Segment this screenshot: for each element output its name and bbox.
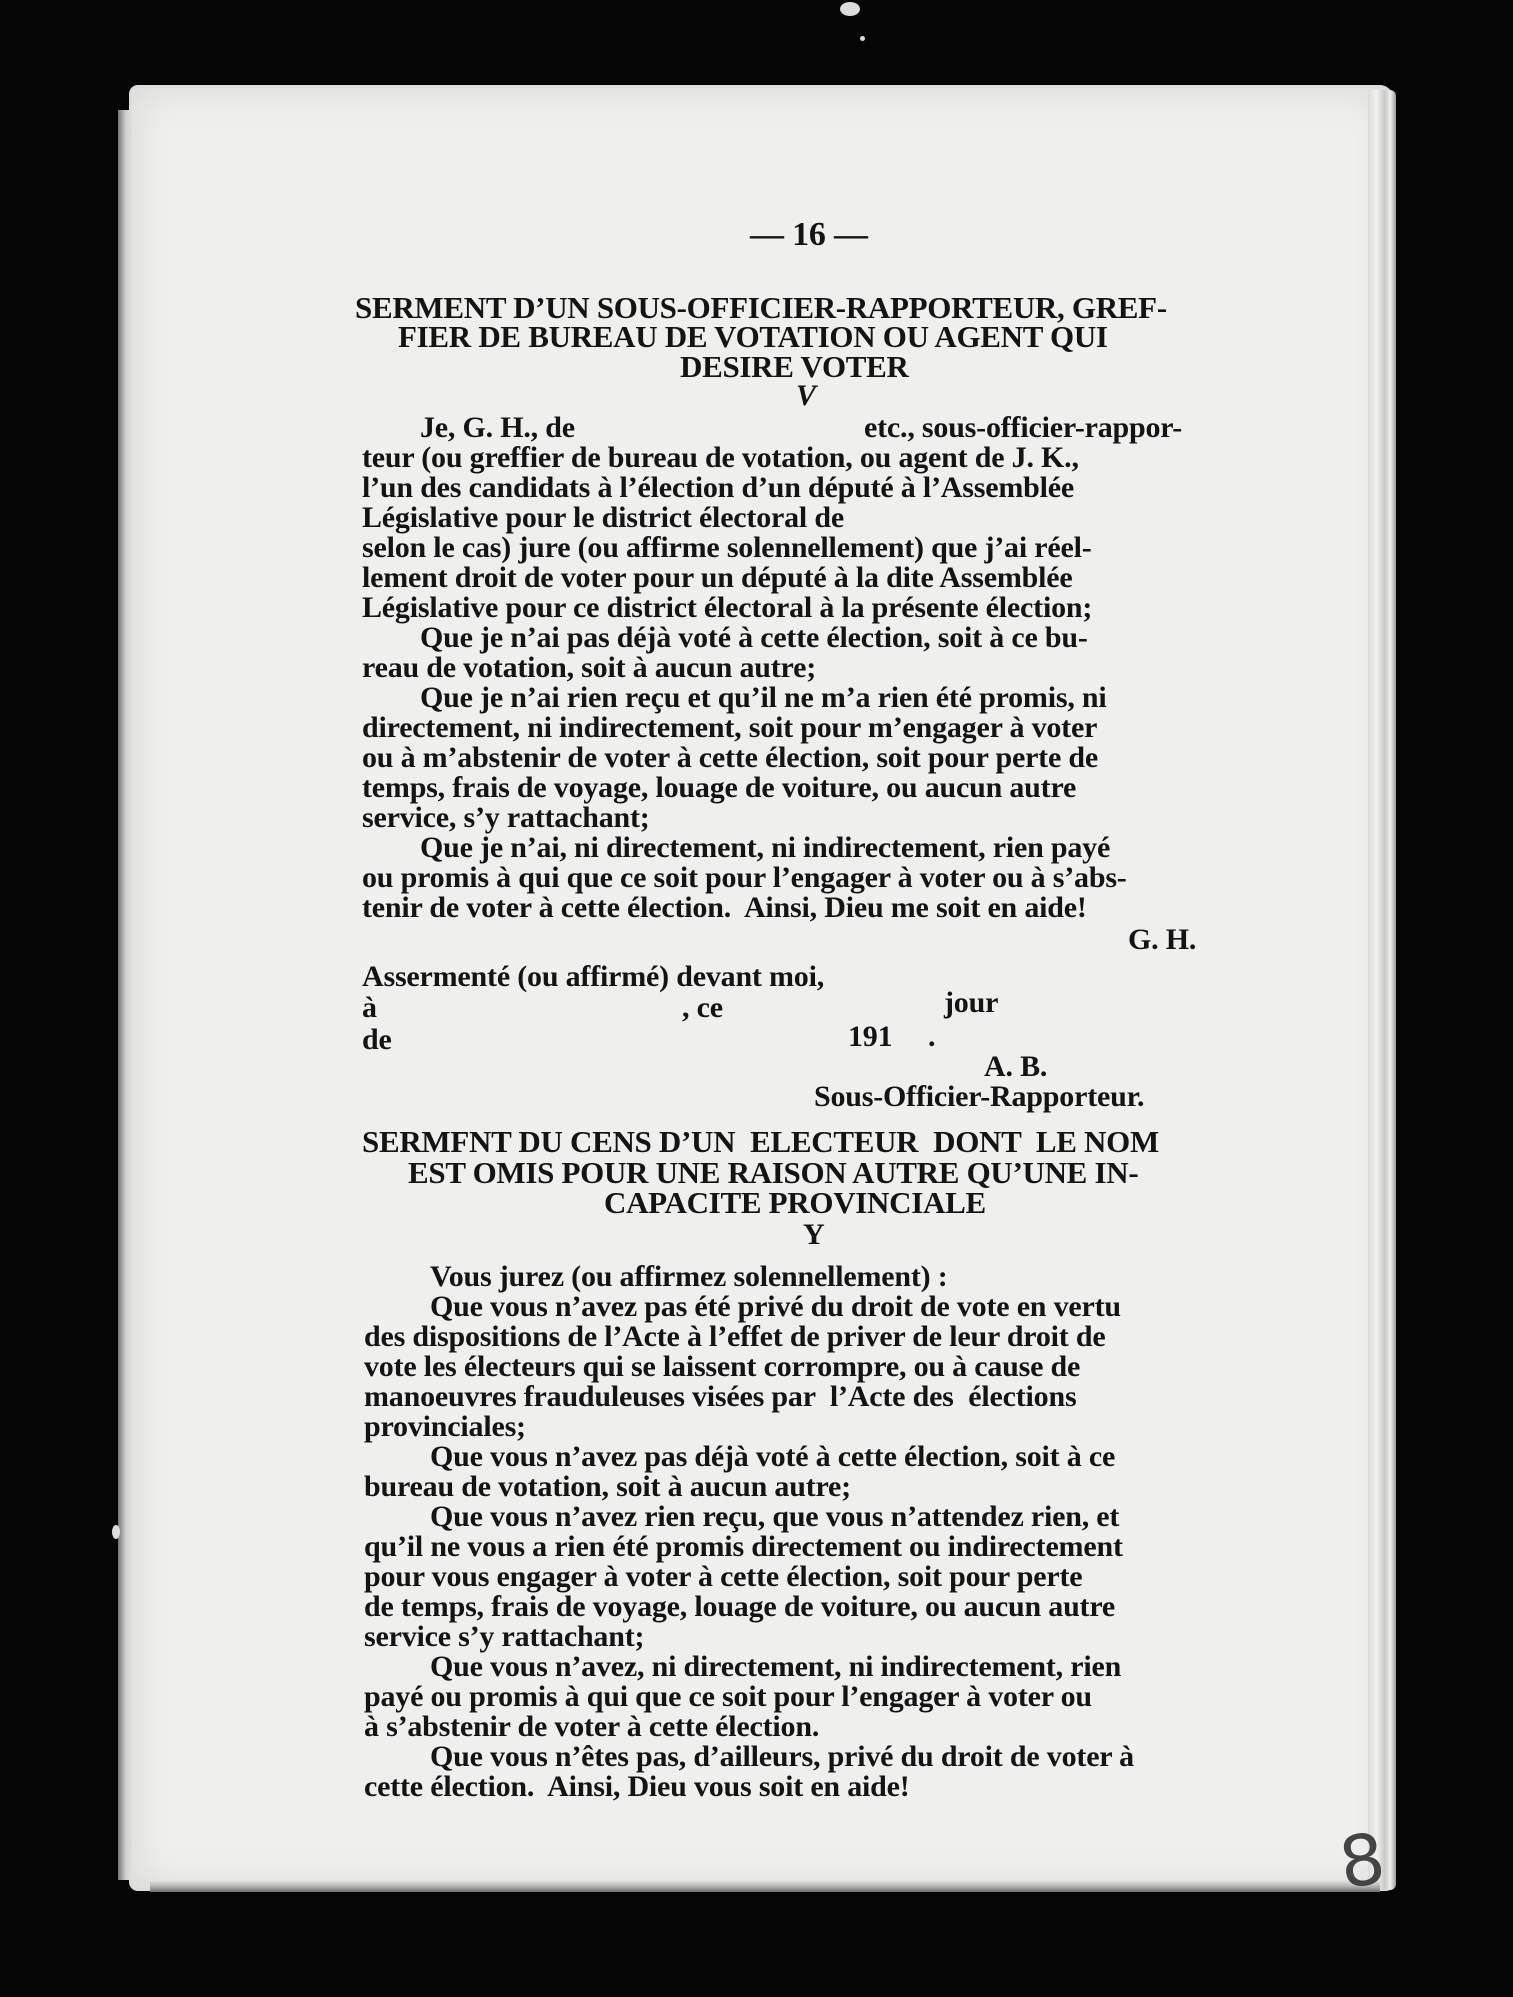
- section2-title-line-3: CAPACITE PROVINCIALE: [604, 1185, 986, 1220]
- sworn-at: à: [362, 991, 377, 1024]
- section2-line-8: bureau de votation, soit à aucun autre;: [364, 1470, 851, 1503]
- section1-line-14: service, s’y rattachant;: [362, 801, 650, 834]
- section1-line-3: l’un des candidats à l’élection d’un député à l’Assemblée: [362, 471, 1074, 504]
- sworn-year: 191: [848, 1020, 893, 1053]
- page-right-edge: [1368, 90, 1396, 1890]
- sworn-period: .: [928, 1020, 936, 1053]
- section2-line-16: à s’abstenir de voter à cette élection.: [364, 1710, 820, 1743]
- section1-line-12: ou à m’abstenir de voter à cette élection, soit pour perte de: [362, 741, 1098, 774]
- signature-gh: G. H.: [1128, 923, 1197, 956]
- section2-line-12: de temps, frais de voyage, louage de voiture, ou aucun autre: [364, 1590, 1116, 1623]
- page-number: — 16 —: [750, 216, 868, 253]
- section2-title-line-1: SERMFNT DU CENS D’UN ELECTEUR DONT LE NOM: [362, 1124, 1159, 1159]
- section2-line-2: Que vous n’avez pas été privé du droit de vote en vertu: [430, 1290, 1121, 1323]
- section2-line-14: Que vous n’avez, ni directement, ni indirectement, rien: [430, 1650, 1122, 1683]
- scan-speck: [860, 36, 865, 41]
- page-bottom-edge: [150, 1880, 1380, 1892]
- section1-line-13: temps, frais de voyage, louage de voiture, ou aucun autre: [362, 771, 1077, 804]
- section2-line-17: Que vous n’êtes pas, d’ailleurs, privé du droit de voter à: [430, 1740, 1134, 1773]
- section2-line-5: manoeuvres frauduleuses visées par l’Acte des élections: [364, 1380, 1077, 1413]
- section2-line-3: des dispositions de l’Acte à l’effet de priver de leur droit de: [364, 1320, 1106, 1353]
- section2-title-line-2: EST OMIS POUR UNE RAISON AUTRE QU’UNE IN-: [408, 1155, 1139, 1190]
- section1-line-4: Législative pour le district électoral de: [362, 501, 844, 534]
- section2-line-1: Vous jurez (ou affirmez solennellement) :: [430, 1260, 948, 1293]
- section1-title-line-3: DESIRE VOTER: [680, 349, 909, 384]
- section1-line-6: lement droit de voter pour un député à la dite Assemblée: [362, 561, 1073, 594]
- section2-line-11: pour vous engager à voter à cette élection, soit pour perte: [364, 1560, 1083, 1593]
- section2-line-6: provinciales;: [364, 1410, 526, 1443]
- handwritten-margin-mark: 8: [1334, 1817, 1391, 1905]
- section2-line-18: cette élection. Ainsi, Dieu vous soit en aide!: [364, 1770, 910, 1803]
- scan-speck: [840, 2, 860, 16]
- section1-line-5: selon le cas) jure (ou affirme solennellement) que j’ai réel-: [362, 531, 1092, 564]
- officer-initials: A. B.: [984, 1050, 1048, 1083]
- section1-line-1a: Je, G. H., de: [420, 411, 575, 444]
- section1-line-9: reau de votation, soit à aucun autre;: [362, 651, 816, 684]
- section1-title-line-1: SERMENT D’UN SOUS-OFFICIER-RAPPORTEUR, GREF-: [355, 290, 1167, 325]
- section1-letter: V: [796, 379, 816, 412]
- section2-line-15: payé ou promis à qui que ce soit pour l’engager à voter ou: [364, 1680, 1092, 1713]
- section1-line-1b: etc., sous-officier-rappor-: [864, 411, 1183, 444]
- section1-line-2: teur (ou greffier de bureau de votation, ou agent de J. K.,: [362, 441, 1079, 474]
- section1-line-16: ou promis à qui que ce soit pour l’engager à voter ou à s’abs-: [362, 861, 1127, 894]
- section1-line-15: Que je n’ai, ni directement, ni indirectement, rien payé: [420, 831, 1111, 864]
- section2-line-10: qu’il ne vous a rien été promis directement ou indirectement: [364, 1530, 1123, 1563]
- section1-title-line-2: FIER DE BUREAU DE VOTATION OU AGENT QUI: [398, 319, 1108, 354]
- sworn-jour: jour: [944, 986, 999, 1019]
- section2-line-13: service s’y rattachant;: [364, 1620, 645, 1653]
- section2-line-9: Que vous n’avez rien reçu, que vous n’attendez rien, et: [430, 1500, 1120, 1533]
- officer-title: Sous-Officier-Rapporteur.: [814, 1080, 1145, 1113]
- section1-line-10: Que je n’ai rien reçu et qu’il ne m’a rien été promis, ni: [420, 681, 1107, 714]
- section1-line-7: Législative pour ce district électoral à la présente élection;: [362, 591, 1093, 624]
- section2-line-7: Que vous n’avez pas déjà voté à cette élection, soit à ce: [430, 1440, 1116, 1473]
- scan-speck: [112, 1525, 120, 1539]
- section1-line-17: tenir de voter à cette élection. Ainsi, Dieu me soit en aide!: [362, 891, 1087, 924]
- section1-line-11: directement, ni indirectement, soit pour m’engager à voter: [362, 711, 1098, 744]
- sworn-ce: , ce: [682, 991, 723, 1024]
- sworn-de: de: [362, 1023, 392, 1056]
- sworn-before: Assermenté (ou affirmé) devant moi,: [362, 960, 825, 993]
- section1-line-8: Que je n’ai pas déjà voté à cette élection, soit à ce bu-: [420, 621, 1088, 654]
- section2-letter: Y: [803, 1218, 825, 1251]
- section2-line-4: vote les électeurs qui se laissent corrompre, ou à cause de: [364, 1350, 1081, 1383]
